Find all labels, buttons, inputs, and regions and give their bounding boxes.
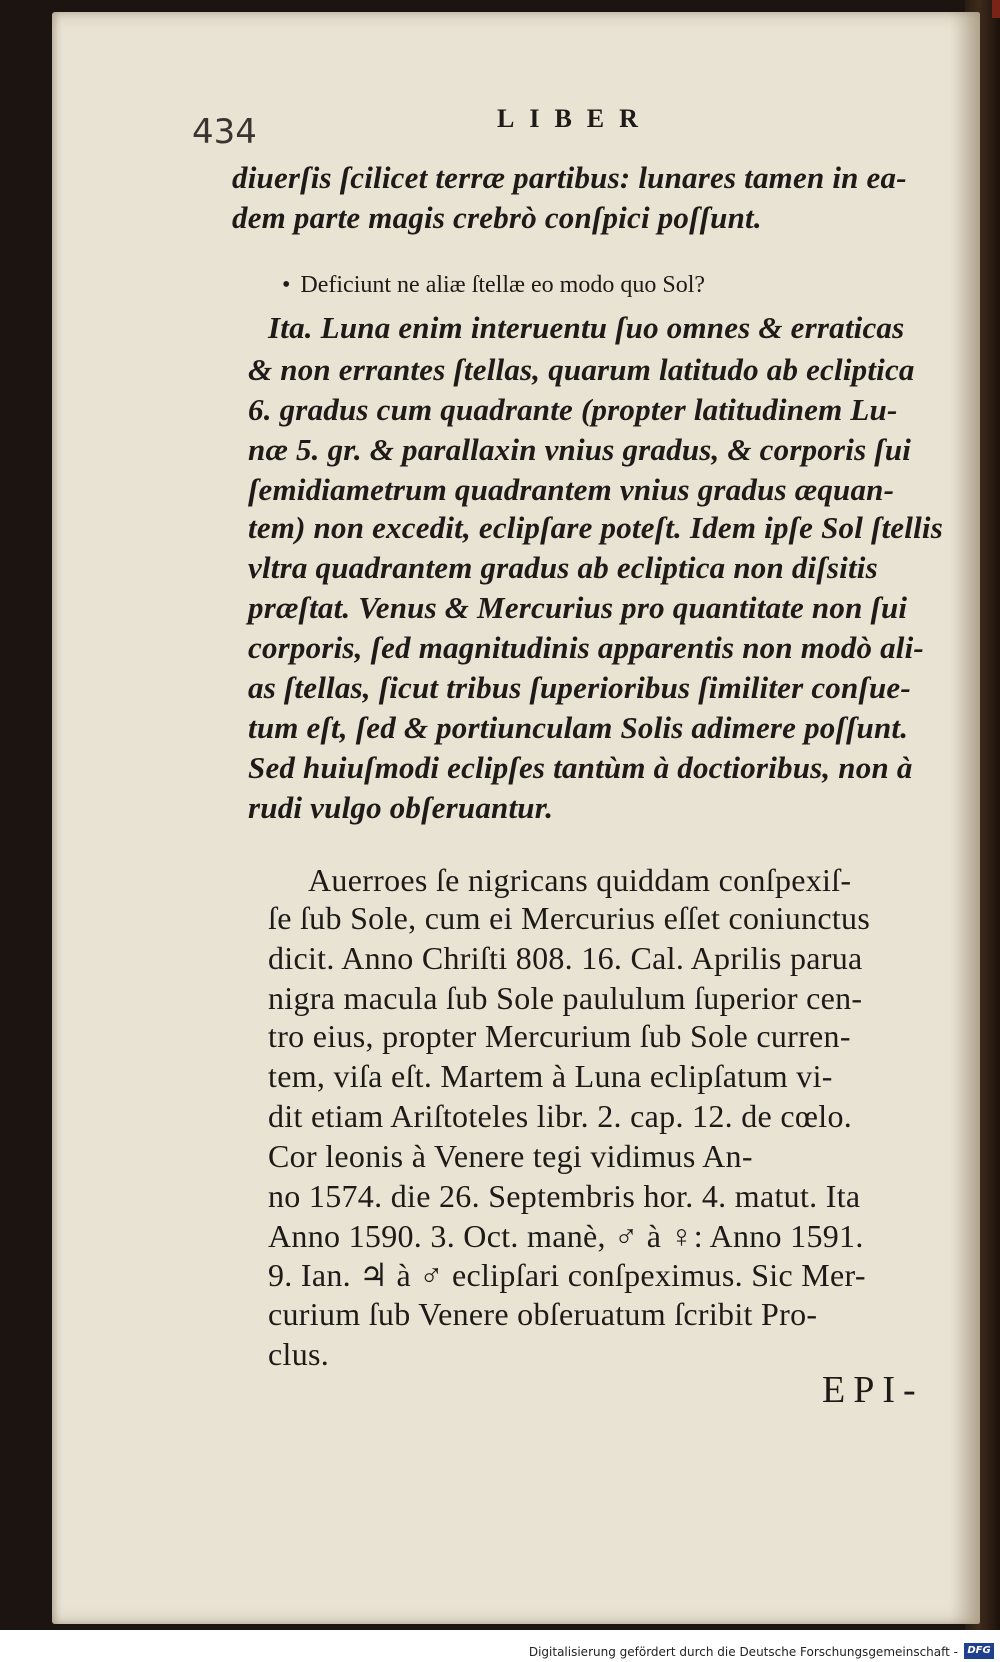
answer-line: vltra quadrantem gradus ab ecliptica non diſsitis	[248, 550, 878, 585]
answer-line: Ita. Luna enim interuentu ſuo omnes & erraticas	[268, 310, 905, 345]
funding-credit: Digitalisierung gefördert durch die Deutsche Forschungsgemeinschaft -	[528, 1645, 958, 1659]
catchword: EPI-	[822, 1369, 924, 1411]
page-gutter-shadow	[950, 12, 980, 1624]
paragraph-line: Auerroes ſe nigricans quiddam conſpexiſ-	[308, 862, 852, 898]
question-line	[282, 272, 705, 299]
running-head: LIBER	[497, 104, 653, 133]
binding-strip	[992, 0, 1000, 18]
paragraph-line: dit etiam Ariſtoteles libr. 2. cap. 12. de cœlo.	[268, 1098, 853, 1134]
paragraph-line: no 1574. die 26. Septembris hor. 4. matut. Ita	[268, 1178, 861, 1214]
paragraph-line: tro eius, propter Mercurium ſub Sole curren-	[268, 1018, 851, 1054]
answer-line: rudi vulgo obſeruantur.	[248, 790, 554, 825]
paragraph-line: Anno 1590. 3. Oct. manè, ♂ à ♀: Anno 1591.	[268, 1218, 864, 1254]
answer-line: as ſtellas, ſicut tribus ſuperioribus ſimiliter conſue-	[248, 670, 911, 705]
paragraph-line: 9. Ian. ♃ à ♂ eclipſari conſpeximus. Sic Mer-	[268, 1257, 866, 1293]
paragraph-line: clus.	[268, 1336, 330, 1372]
answer-continuation-line: dem parte magis crebrò conſpici poſſunt.	[232, 200, 762, 235]
question-text: Deficiunt ne aliæ ſtellæ eo modo quo Sol?	[300, 272, 706, 298]
answer-line: Sed huiuſmodi eclipſes tantùm à doctioribus, non à	[248, 750, 913, 785]
paragraph-line: curium ſub Venere obſeruatum ſcribit Pro-	[268, 1296, 818, 1332]
paragraph-line: tem, viſa eſt. Martem à Luna eclipſatum vi-	[268, 1058, 833, 1094]
page-number: 434	[192, 112, 257, 152]
answer-line: ſemidiametrum quadrantem vnius gradus æquan-	[248, 472, 895, 507]
answer-line: tem) non excedit, eclipſare poteſt. Idem ipſe Sol ſtellis	[248, 510, 943, 545]
answer-line: & non errantes ſtellas, quarum latitudo ab ecliptica	[248, 352, 915, 387]
answer-line: corporis, ſed magnitudinis apparentis non modò ali-	[248, 630, 924, 665]
dfg-logo-icon: DFG	[964, 1643, 994, 1659]
answer-line: 6. gradus cum quadrante (propter latitudinem Lu-	[248, 392, 898, 427]
answer-line: præſtat. Venus & Mercurius pro quantitate non ſui	[248, 590, 908, 625]
answer-line: næ 5. gr. & parallaxin vnius gradus, & corporis ſui	[248, 432, 912, 467]
paragraph-line: dicit. Anno Chriſti 808. 16. Cal. Aprilis parua	[268, 940, 863, 976]
paragraph-line: ſe ſub Sole, cum ei Mercurius eſſet coniunctus	[268, 900, 871, 936]
paragraph-line: Cor leonis à Venere tegi vidimus An-	[268, 1138, 753, 1174]
question-bullet: •	[282, 272, 291, 298]
paragraph-line: nigra macula ſub Sole paululum ſuperior cen-	[268, 980, 863, 1016]
answer-line: tum eſt, ſed & portiunculam Solis adimere poſſunt.	[248, 710, 909, 745]
answer-continuation-line: diuerſis ſcilicet terræ partibus: lunares tamen in ea-	[232, 160, 907, 195]
